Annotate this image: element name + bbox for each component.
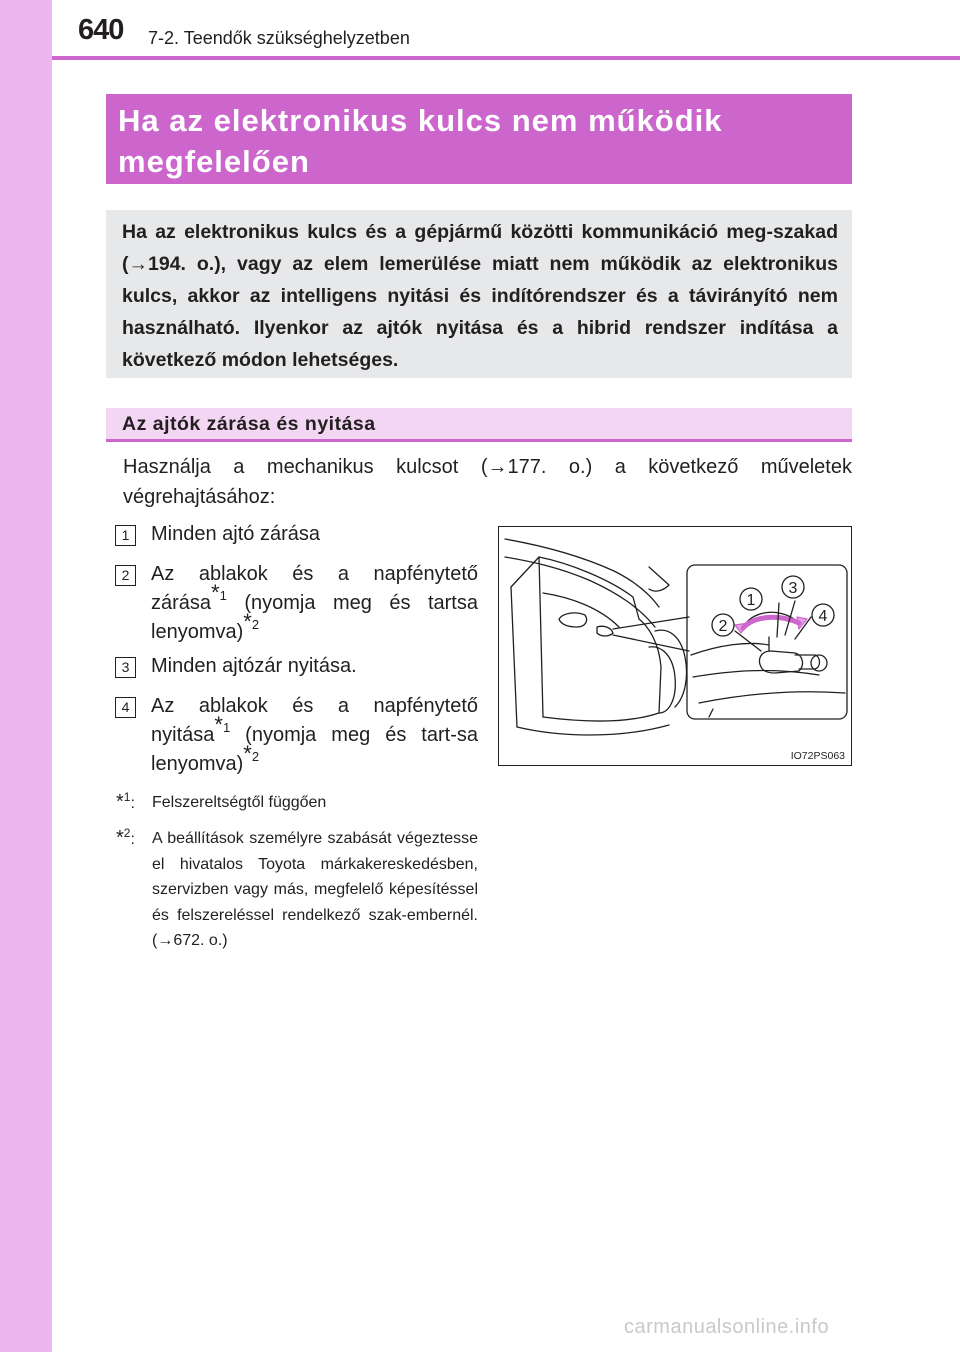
- section-title: 7-2. Teendők szükséghelyzetben: [148, 28, 410, 48]
- step-number: 1: [115, 525, 136, 546]
- step-text-main: Az ablakok és a napfénytető zárása: [151, 563, 478, 614]
- callout-2: 2: [718, 618, 728, 635]
- step-number: 3: [115, 657, 136, 678]
- page-title: Ha az elektronikus kulcs nem működik megfelelően: [118, 103, 723, 179]
- step-text: [151, 692, 478, 779]
- footnote-ref: *2: [243, 741, 260, 767]
- step-text: [151, 560, 478, 647]
- footnote-ref: *1: [211, 580, 227, 606]
- callout-3: 3: [788, 580, 798, 597]
- step-4: [115, 692, 478, 779]
- arrow-symbol: →: [128, 253, 148, 275]
- title-banner: [106, 94, 852, 184]
- callout-1: 1: [746, 592, 756, 609]
- step-text-note: (nyomja meg és tartsa lenyomva): [151, 592, 478, 643]
- step-text-main: Az ablakok és a napfénytető nyitása: [151, 695, 478, 746]
- footnote-marker: *$^2$:: [116, 825, 135, 849]
- callout-4: 4: [818, 608, 828, 625]
- step-1: [115, 520, 478, 549]
- arrow-symbol: →: [487, 456, 508, 478]
- footnote-text: Felszereltségtől függően: [152, 794, 327, 811]
- step-text: Minden ajtó zárása: [151, 523, 320, 545]
- footnote-marker: *$^1$:: [116, 789, 135, 813]
- intro-text-part1: Ha az elektronikus kulcs és a gépjármű közötti kommunikáció meg-szakad (: [122, 221, 838, 275]
- car-door-illustration: [499, 527, 850, 764]
- lead-part2: 177. o.) a következő műveletek végrehajtásához:: [123, 456, 852, 508]
- header-divider: [52, 56, 960, 60]
- intro-text-part2: 194. o.), vagy az elem lemerülése miatt nem működik az elektronikus kulcs, akkor az intelligens nyitási és indítórendszer és a távirányító nem használható. Ilyenkor az ajtók nyitása és a hibrid rendszer indítása a következő módon lehetséges.: [122, 253, 838, 371]
- side-tab-strip: [0, 0, 52, 1352]
- watermark: carmanualsonline.info: [624, 1316, 830, 1338]
- step-number: 4: [115, 697, 136, 718]
- footnote-ref: *1: [214, 712, 231, 738]
- footnote-2: [116, 826, 478, 954]
- step-number: 2: [115, 565, 136, 586]
- page-number: 640: [78, 14, 124, 46]
- arrow-symbol: →: [157, 932, 174, 949]
- figure-code: IO72PS063: [790, 750, 845, 762]
- step-2: [115, 560, 478, 647]
- footnote-text: A beállítások személyre szabását végeztesse el hivatalos Toyota márkakereskedésben, szervizben vagy más, megfelelő képesítéssel és felszereléssel rendelkező szak-embernél. (→672. o.): [152, 830, 478, 949]
- key-figure: [498, 526, 852, 766]
- subheading-bar: [106, 408, 852, 442]
- subheading: Az ajtók zárása és nyitása: [122, 413, 376, 435]
- intro-box: [106, 210, 852, 378]
- step-3: [115, 652, 478, 681]
- lead-part1: Használja a mechanikus kulcsot (: [123, 456, 488, 478]
- lead-paragraph: [123, 452, 852, 512]
- intro-text: [122, 216, 838, 376]
- step-text-note: (nyomja meg és tart-sa lenyomva): [151, 724, 478, 775]
- footnote-ref: *2: [243, 609, 260, 635]
- footnote-1: [116, 790, 478, 816]
- step-text: Minden ajtózár nyitása.: [151, 655, 357, 677]
